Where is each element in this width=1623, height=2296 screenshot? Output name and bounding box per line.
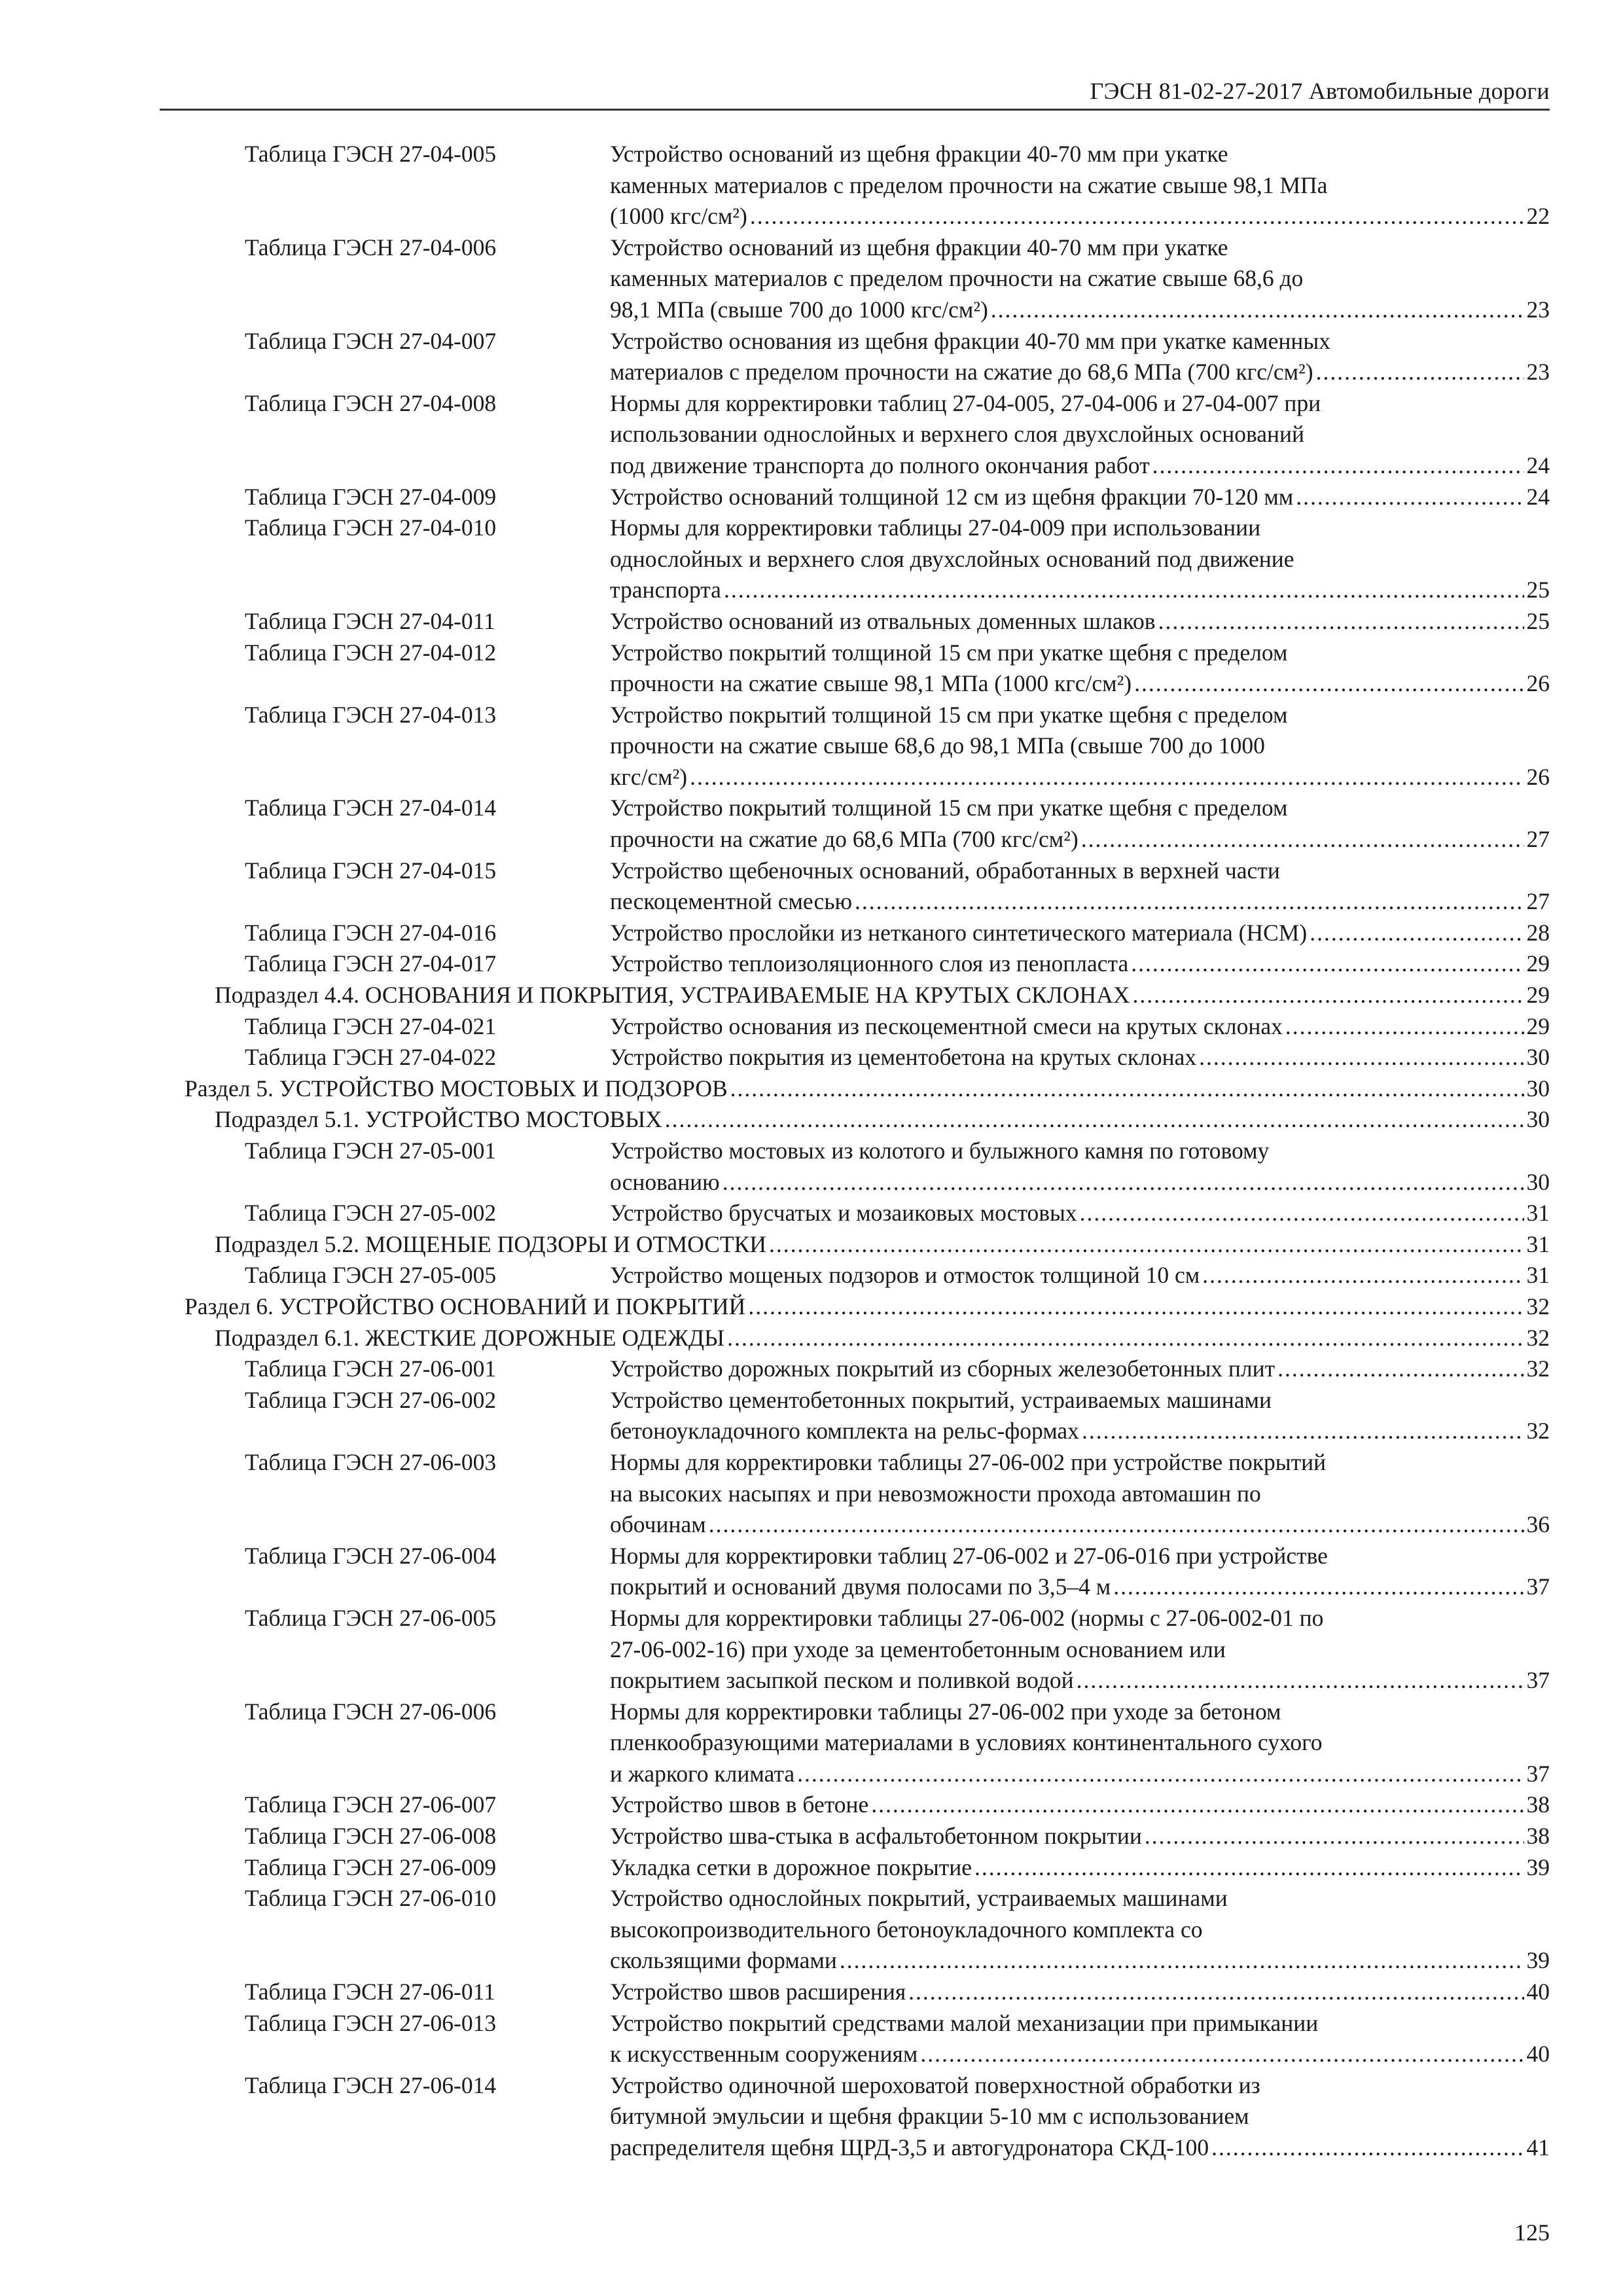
dot-leader (748, 1291, 1524, 1323)
toc-table-entry[interactable] (0, 793, 1623, 855)
toc-entry-text: пескоцементной смесью (610, 888, 853, 915)
toc-table-code: Таблица ГЭСН 27-06-007 (245, 1791, 497, 1818)
toc-table-code: Таблица ГЭСН 27-06-003 (245, 1448, 497, 1475)
toc-page-number[interactable]: 28 (1526, 919, 1550, 946)
dot-leader (730, 1073, 1524, 1105)
toc-entry-text: на высоких насыпях и при невозможности прохода автомашин по (610, 1480, 1261, 1507)
dot-leader (871, 1789, 1524, 1821)
toc-table-code: Таблица ГЭСН 27-06-004 (245, 1542, 497, 1569)
toc-entry-text: Устройство оснований из отвальных доменных шлаков (610, 607, 1156, 634)
toc-subsection-entry[interactable] (0, 1323, 1623, 1354)
dot-leader (1199, 1042, 1524, 1073)
toc-subsection-entry[interactable] (0, 980, 1623, 1011)
toc-entry-text: Устройство дорожных покрытий из сборных железобетонных плит (610, 1355, 1275, 1382)
toc-entry-text: Устройство швов расширения (610, 1979, 906, 2005)
toc-table-code: Таблица ГЭСН 27-06-013 (245, 2009, 497, 2036)
toc-table-code: Таблица ГЭСН 27-06-006 (245, 1698, 497, 1725)
toc-subsection-entry[interactable] (0, 1229, 1623, 1261)
toc-table-code: Таблица ГЭСН 27-05-001 (245, 1138, 497, 1164)
toc-entry-text: Устройство брусчатых и мозаиковых мостовых (610, 1200, 1077, 1227)
toc-entry-text: Нормы для корректировки таблиц 27-06-002 и 27-06-016 при устройстве (610, 1542, 1328, 1569)
toc-table-entry[interactable] (0, 1136, 1623, 1198)
toc-entry-text: 27-06-002-16) при уходе за цементобетонным основанием или (610, 1636, 1226, 1662)
toc-table-code: Таблица ГЭСН 27-06-011 (245, 1979, 495, 2005)
toc-page-number[interactable]: 39 (1526, 1947, 1550, 1974)
toc-entry-text: Нормы для корректировки таблицы 27-04-009 при использовании (610, 514, 1261, 541)
toc-page-number[interactable]: 32 (1526, 1324, 1550, 1351)
dot-leader (855, 886, 1524, 918)
toc-table-entry[interactable] (0, 1260, 1623, 1291)
toc-table-code: Таблица ГЭСН 27-05-005 (245, 1262, 497, 1289)
toc-page-number[interactable]: 38 (1526, 1823, 1550, 1850)
toc-table-code: Таблица ГЭСН 27-06-001 (245, 1355, 497, 1382)
toc-entry-text: транспорта (610, 577, 721, 603)
toc-entry-text: пленкообразующими материалами в условиях континентального сухого (610, 1729, 1323, 1756)
toc-entry-text: Устройство покрытия из цементобетона на крутых склонах (610, 1044, 1197, 1071)
toc-table-code: Таблица ГЭСН 27-06-014 (245, 2072, 497, 2098)
toc-entry-text: Нормы для корректировки таблицы 27-06-002 при уходе за бетоном (610, 1698, 1281, 1725)
dot-leader (840, 1945, 1524, 1977)
toc-entry-text: Устройство покрытий толщиной 15 см при укатке щебня с пределом (610, 639, 1288, 666)
dot-leader (1113, 1571, 1524, 1603)
toc-entry-text: Устройство цементобетонных покрытий, устраиваемых машинами (610, 1386, 1272, 1413)
toc-table-code: Таблица ГЭСН 27-04-016 (245, 919, 497, 946)
document-title: ГЭСН 81-02-27-2017 Автомобильные дороги (1090, 78, 1550, 104)
toc-entry-text: Устройство основания из пескоцементной смеси на крутых склонах (610, 1013, 1283, 1039)
dot-leader (1285, 1011, 1524, 1043)
toc-table-entry[interactable] (0, 232, 1623, 326)
toc-table-entry[interactable] (0, 918, 1623, 949)
toc-entry-text: распределителя щебня ЩРД-3,5 и автогудронатора СКД-100 (610, 2134, 1209, 2161)
toc-table-entry[interactable] (0, 1821, 1623, 1852)
toc-table-entry[interactable] (0, 1789, 1623, 1821)
dot-leader (1134, 668, 1524, 700)
toc-section-entry[interactable] (0, 1073, 1623, 1105)
toc-page-number[interactable]: 31 (1526, 1200, 1550, 1227)
toc-table-entry[interactable] (0, 1042, 1623, 1073)
toc-table-entry[interactable] (0, 1977, 1623, 2008)
toc-entry-text: Подраздел 4.4. ОСНОВАНИЯ И ПОКРЫТИЯ, УСТРАИВАЕМЫЕ НА КРУТЫХ СКЛОНАХ (215, 982, 1130, 1009)
toc-page-number[interactable]: 27 (1526, 826, 1550, 853)
toc-entry-text: однослойных и верхнего слоя двухслойных оснований под движение (610, 545, 1294, 572)
toc-table-code: Таблица ГЭСН 27-04-010 (245, 514, 497, 541)
table-of-contents (0, 139, 1623, 2164)
toc-page-number[interactable]: 22 (1526, 203, 1550, 230)
toc-entry-text: высокопроизводительного бетоноукладочного комплекта со (610, 1916, 1203, 1943)
toc-table-entry[interactable] (0, 482, 1623, 513)
toc-entry-text: Устройство оснований толщиной 12 см из щебня фракции 70-120 мм (610, 483, 1294, 510)
toc-table-code: Таблица ГЭСН 27-04-014 (245, 795, 497, 821)
running-header (160, 75, 1550, 111)
toc-entry-text: битумной эмульсии и щебня фракции 5-10 мм с использованием (610, 2103, 1249, 2130)
toc-table-entry[interactable] (0, 1447, 1623, 1541)
dot-leader (1296, 482, 1524, 513)
toc-entry-text: Устройство одиночной шероховатой поверхностной обработки из (610, 2072, 1260, 2098)
toc-page-number[interactable]: 25 (1526, 577, 1550, 603)
toc-table-code: Таблица ГЭСН 27-06-005 (245, 1604, 497, 1631)
toc-page-number[interactable]: 31 (1526, 1262, 1550, 1289)
toc-entry-text: материалов с пределом прочности на сжатие до 68,6 МПа (700 кгс/см²) (610, 359, 1313, 386)
toc-table-entry[interactable] (0, 948, 1623, 980)
dot-leader (1081, 824, 1524, 855)
toc-table-code: Таблица ГЭСН 27-05-002 (245, 1200, 497, 1227)
dot-leader (1080, 1198, 1524, 1229)
toc-table-entry[interactable] (0, 1354, 1623, 1385)
toc-entry-text: прочности на сжатие свыше 68,6 до 98,1 МПа (свыше 700 до 1000 (610, 732, 1265, 759)
dot-leader (1277, 1354, 1524, 1385)
toc-entry-text: Подраздел 5.2. МОЩЕНЫЕ ПОДЗОРЫ И ОТМОСТКИ (215, 1230, 766, 1257)
dot-leader (709, 1509, 1524, 1541)
dot-leader (1145, 1821, 1524, 1852)
toc-section-entry[interactable] (0, 1291, 1623, 1323)
dot-leader (1131, 948, 1524, 980)
dot-leader (1132, 980, 1524, 1011)
toc-entry-text: под движение транспорта до полного окончания работ (610, 452, 1150, 478)
toc-entry-text: основанию (610, 1168, 720, 1195)
toc-table-code: Таблица ГЭСН 27-06-008 (245, 1823, 497, 1850)
toc-entry-text: 98,1 МПа (свыше 700 до 1000 кгс/см²) (610, 296, 988, 323)
toc-page-number[interactable]: 23 (1526, 296, 1550, 323)
toc-entry-text: Нормы для корректировки таблицы 27-06-002 при устройстве покрытий (610, 1448, 1327, 1475)
toc-table-code: Таблица ГЭСН 27-04-005 (245, 141, 497, 167)
toc-entry-text: Нормы для корректировки таблиц 27-04-005, 27-04-006 и 27-04-007 при (610, 389, 1321, 416)
toc-page-number[interactable]: 32 (1526, 1355, 1550, 1382)
toc-table-entry[interactable] (0, 326, 1623, 388)
dot-leader (1310, 918, 1524, 949)
toc-table-code: Таблица ГЭСН 27-04-011 (245, 607, 495, 634)
toc-page-number[interactable]: 31 (1526, 1230, 1550, 1257)
toc-table-entry[interactable] (0, 606, 1623, 637)
toc-table-entry[interactable] (0, 2070, 1623, 2164)
dot-leader (1152, 450, 1524, 482)
toc-entry-text: Устройство покрытий толщиной 15 см при укатке щебня с пределом (610, 701, 1288, 728)
dot-leader (1202, 1260, 1524, 1291)
toc-table-code: Таблица ГЭСН 27-04-021 (245, 1013, 497, 1039)
toc-table-code: Таблица ГЭСН 27-04-008 (245, 389, 497, 416)
dot-leader (1316, 357, 1524, 388)
toc-table-entry[interactable] (0, 139, 1623, 232)
dot-leader (769, 1229, 1524, 1261)
dot-leader (665, 1104, 1524, 1136)
dot-leader (722, 1167, 1524, 1198)
dot-leader (1077, 1665, 1524, 1696)
toc-entry-text: скользящими формами (610, 1947, 837, 1974)
toc-entry-text: использовании однослойных и верхнего слоя двухслойных оснований (610, 421, 1304, 448)
toc-entry-text: покрытий и оснований двумя полосами по 3,5–4 м (610, 1573, 1111, 1600)
dot-leader (974, 1852, 1524, 1884)
toc-page-number[interactable]: 32 (1526, 1418, 1550, 1444)
toc-entry-text: Укладка сетки в дорожное покрытие (610, 1854, 972, 1880)
toc-table-entry[interactable] (0, 855, 1623, 918)
toc-entry-text: Раздел 6. УСТРОЙСТВО ОСНОВАНИЙ И ПОКРЫТИЙ (185, 1293, 746, 1319)
toc-table-entry[interactable] (0, 700, 1623, 793)
toc-page-number[interactable]: 29 (1526, 982, 1550, 1009)
toc-entry-text: Подраздел 5.1. УСТРОЙСТВО МОСТОВЫХ (215, 1106, 662, 1133)
toc-table-code: Таблица ГЭСН 27-04-006 (245, 234, 497, 260)
toc-entry-text: (1000 кгс/см²) (610, 203, 747, 230)
toc-entry-text: Раздел 5. УСТРОЙСТВО МОСТОВЫХ И ПОДЗОРОВ (185, 1075, 728, 1102)
toc-table-entry[interactable] (0, 512, 1623, 606)
dot-leader (1082, 1416, 1524, 1447)
toc-table-entry[interactable] (0, 2008, 1623, 2070)
toc-entry-text: Устройство теплоизоляционного слоя из пенопласта (610, 950, 1129, 977)
toc-table-code: Таблица ГЭСН 27-06-009 (245, 1854, 497, 1880)
toc-table-entry[interactable] (0, 1541, 1623, 1603)
toc-entry-text: бетоноукладочного комплекта на рельс-формах (610, 1418, 1079, 1444)
toc-entry-text: покрытием засыпкой песком и поливкой водой (610, 1667, 1074, 1694)
toc-entry-text: Нормы для корректировки таблицы 27-06-002 (нормы с 27-06-002-01 по (610, 1604, 1324, 1631)
dot-leader (991, 295, 1524, 326)
toc-page-number[interactable]: 32 (1526, 1293, 1550, 1319)
toc-table-code: Таблица ГЭСН 27-04-009 (245, 483, 497, 510)
toc-page-number[interactable]: 39 (1526, 1854, 1550, 1880)
toc-table-code: Таблица ГЭСН 27-06-002 (245, 1386, 497, 1413)
toc-table-code: Таблица ГЭСН 27-04-022 (245, 1044, 497, 1071)
toc-entry-text: Устройство мощеных подзоров и отмосток толщиной 10 см (610, 1262, 1200, 1289)
page-number: 125 (1514, 2219, 1550, 2246)
dot-leader (1211, 2132, 1524, 2164)
toc-table-entry[interactable] (0, 388, 1623, 482)
dot-leader (1158, 606, 1524, 637)
toc-table-code: Таблица ГЭСН 27-04-013 (245, 701, 497, 728)
toc-subsection-entry[interactable] (0, 1104, 1623, 1136)
toc-entry-text: Подраздел 6.1. ЖЕСТКИЕ ДОРОЖНЫЕ ОДЕЖДЫ (215, 1324, 725, 1351)
toc-entry-text: Устройство однослойных покрытий, устраиваемых машинами (610, 1885, 1228, 1912)
toc-entry-text: к искусственным сооружениям (610, 2041, 918, 2068)
toc-entry-text: Устройство оснований из щебня фракции 40-70 мм при укатке (610, 234, 1228, 260)
toc-entry-text: кгс/см²) (610, 763, 688, 790)
toc-page-number[interactable]: 25 (1526, 607, 1550, 634)
toc-page-number[interactable]: 38 (1526, 1791, 1550, 1818)
toc-page-number[interactable]: 24 (1526, 483, 1550, 510)
toc-table-code: Таблица ГЭСН 27-04-007 (245, 327, 497, 354)
toc-page-number[interactable]: 26 (1526, 763, 1550, 790)
dot-leader (797, 1759, 1524, 1790)
toc-table-entry[interactable] (0, 1011, 1623, 1043)
toc-page-number[interactable]: 30 (1526, 1075, 1550, 1102)
dot-leader (920, 2039, 1524, 2070)
toc-page-number[interactable]: 27 (1526, 888, 1550, 915)
toc-entry-text: прочности на сжатие до 68,6 МПа (700 кгс/см²) (610, 826, 1079, 853)
toc-entry-text: обочинам (610, 1511, 706, 1538)
toc-table-entry[interactable] (0, 1603, 1623, 1696)
toc-entry-text: Устройство покрытий толщиной 15 см при укатке щебня с пределом (610, 795, 1288, 821)
toc-entry-text: Устройство щебеночных оснований, обработанных в верхней части (610, 857, 1280, 884)
toc-page-number[interactable]: 41 (1526, 2134, 1550, 2161)
toc-page-number[interactable]: 29 (1526, 1013, 1550, 1039)
toc-table-entry[interactable] (0, 1852, 1623, 1884)
toc-page-number[interactable]: 24 (1526, 452, 1550, 478)
dot-leader (690, 762, 1524, 793)
toc-entry-text: каменных материалов с пределом прочности на сжатие свыше 98,1 МПа (610, 171, 1328, 198)
toc-table-code: Таблица ГЭСН 27-04-017 (245, 950, 497, 977)
toc-table-code: Таблица ГЭСН 27-06-010 (245, 1885, 497, 1912)
toc-page-number[interactable]: 40 (1526, 2041, 1550, 2068)
toc-entry-text: Устройство мостовых из колотого и булыжного камня по готовому (610, 1138, 1270, 1164)
dot-leader (750, 201, 1524, 232)
toc-entry-text: Устройство основания из щебня фракции 40-70 мм при укатке каменных (610, 327, 1330, 354)
toc-page-number[interactable]: 30 (1526, 1106, 1550, 1133)
toc-page-number[interactable]: 30 (1526, 1168, 1550, 1195)
toc-page-number[interactable]: 30 (1526, 1044, 1550, 1071)
toc-page-number[interactable]: 23 (1526, 359, 1550, 386)
toc-table-entry[interactable] (0, 1696, 1623, 1790)
dot-leader (724, 575, 1524, 606)
toc-table-entry[interactable] (0, 1385, 1623, 1447)
toc-table-entry[interactable] (0, 1198, 1623, 1229)
toc-page-number[interactable]: 26 (1526, 670, 1550, 697)
toc-page-number[interactable]: 36 (1526, 1511, 1550, 1538)
toc-page-number[interactable]: 37 (1526, 1667, 1550, 1694)
toc-page-number[interactable]: 37 (1526, 1760, 1550, 1787)
dot-leader (727, 1323, 1524, 1354)
toc-entry-text: Устройство швов в бетоне (610, 1791, 869, 1818)
toc-table-entry[interactable] (0, 637, 1623, 700)
toc-entry-text: и жаркого климата (610, 1760, 795, 1787)
toc-entry-text: Устройство покрытий средствами малой механизации при примыкании (610, 2009, 1319, 2036)
dot-leader (908, 1977, 1524, 2008)
toc-entry-text: прочности на сжатие свыше 98,1 МПа (1000 кгс/см²) (610, 670, 1132, 697)
toc-table-entry[interactable] (0, 1883, 1623, 1977)
toc-entry-text: каменных материалов с пределом прочности на сжатие свыше 68,6 до (610, 265, 1304, 292)
toc-entry-text: Устройство шва-стыка в асфальтобетонном покрытии (610, 1823, 1142, 1850)
toc-page-number[interactable]: 29 (1526, 950, 1550, 977)
toc-page-number[interactable]: 40 (1526, 1979, 1550, 2005)
toc-entry-text: Устройство прослойки из нетканого синтетического материала (НСМ) (610, 919, 1308, 946)
toc-entry-text: Устройство оснований из щебня фракции 40-70 мм при укатке (610, 141, 1228, 167)
toc-table-code: Таблица ГЭСН 27-04-015 (245, 857, 497, 884)
toc-page-number[interactable]: 37 (1526, 1573, 1550, 1600)
toc-table-code: Таблица ГЭСН 27-04-012 (245, 639, 497, 666)
